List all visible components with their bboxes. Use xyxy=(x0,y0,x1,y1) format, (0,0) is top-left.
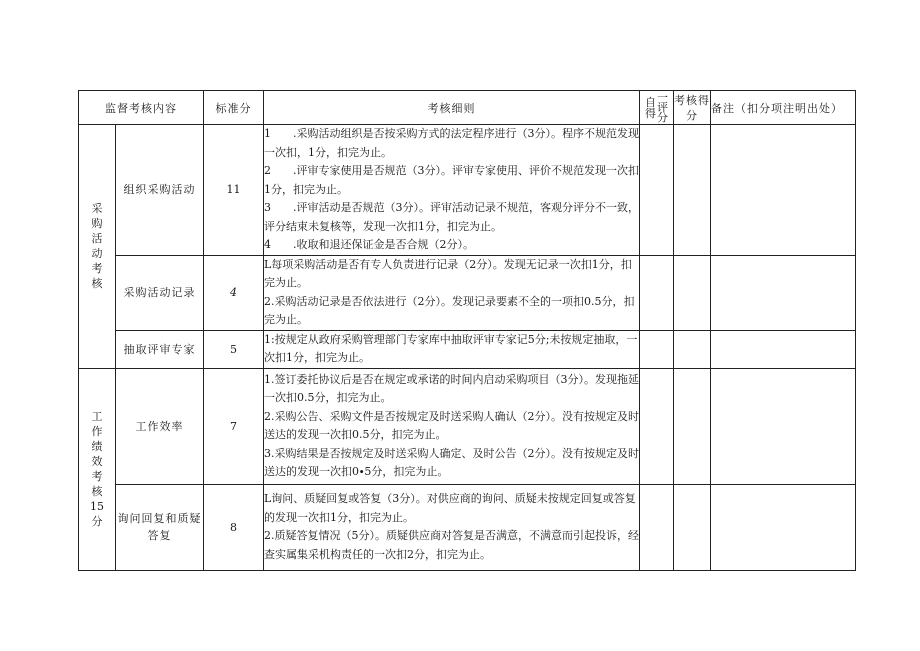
detail-line: 1 .采购活动组织是否按采购方式的法定程序进行（3分）。程序不规范发现一次扣，1分，扣完为止。 xyxy=(264,127,639,159)
self-score-cell xyxy=(640,255,674,330)
standard-score: 4 xyxy=(204,255,264,330)
category-cell xyxy=(79,125,116,369)
details-cell xyxy=(264,484,640,570)
detail-line: 3 .评审活动是否规范（3分）。评审活动记录不规范，客观分评分不一致，评分结束未复核等，发现一次扣1分，扣完为止。 xyxy=(264,201,639,233)
details-cell xyxy=(264,255,640,330)
table-row xyxy=(79,484,856,570)
details-cell xyxy=(264,368,640,484)
category-cell xyxy=(79,368,116,570)
detail-line: 1.签订委托协议后是否在规定或承诺的时间内启动采购项目（3分）。发现拖延一次扣0.5分，扣完为止。 xyxy=(264,372,639,404)
assessment-table xyxy=(78,90,856,571)
detail-line: L询问、质疑回复或答复（3分）。对供应商的询问、质疑未按规定回复或答复的发现一次扣1分，扣完为止。 xyxy=(264,492,636,524)
audit-score-cell xyxy=(674,484,711,570)
self-score-cell xyxy=(640,484,674,570)
detail-line: 3.采购结果是否按规定及时送采购人确定、及时公告（2分）。没有按规定及时送达的发现一次扣0∙5分，扣完为止。 xyxy=(264,446,639,478)
item-name: 采购活动记录 xyxy=(116,255,204,330)
header-self-score-b: 一评分 xyxy=(657,90,669,124)
detail-line: 4 .收取和退还保证金是否合规（2分）。 xyxy=(264,238,474,251)
remarks-cell xyxy=(711,368,856,484)
table-row xyxy=(79,368,856,484)
standard-score: 8 xyxy=(204,484,264,570)
standard-score: 7 xyxy=(204,368,264,484)
header-details: 考核细则 xyxy=(264,91,640,125)
details-cell xyxy=(264,330,640,368)
detail-line: 2.采购活动记录是否依法进行（2分）。发现记录要素不全的一项扣0.5分，扣完为止。 xyxy=(264,294,635,326)
table-row xyxy=(79,330,856,368)
item-name: 组织采购活动 xyxy=(116,125,204,256)
table-row xyxy=(79,255,856,330)
audit-score-cell xyxy=(674,255,711,330)
category-label: 工作绩效考核15分 xyxy=(90,410,104,528)
item-name: 抽取评审专家 xyxy=(116,330,204,368)
details-cell xyxy=(264,125,640,256)
header-row xyxy=(79,91,856,125)
self-score-cell xyxy=(640,330,674,368)
detail-line: 2.采购公告、采购文件是否按规定及时送采购人确认（2分）。没有按规定及时送达的发现一次扣0.5分，扣完为止。 xyxy=(264,409,639,441)
header-self-score xyxy=(640,91,674,125)
header-standard: 标准分 xyxy=(204,91,264,125)
audit-score-cell xyxy=(674,125,711,256)
audit-score-cell xyxy=(674,368,711,484)
detail-line: 2.质疑答复情况（5分）。质疑供应商对答复是否满意，不满意而引起投诉，经查实属集采机构责任的一次扣2分，扣完为止。 xyxy=(264,529,639,561)
self-score-cell xyxy=(640,125,674,256)
header-self-score-a: 自得 xyxy=(645,95,657,120)
header-remarks: 备注（扣分项注明出处） xyxy=(711,91,856,125)
header-content: 监督考核内容 xyxy=(79,91,204,125)
standard-score: 11 xyxy=(204,125,264,256)
detail-line: L每项采购活动是否有专人负责进行记录（2分）。发现无记录一次扣1分，扣完为止。 xyxy=(264,257,632,289)
audit-score-cell xyxy=(674,330,711,368)
self-score-cell xyxy=(640,368,674,484)
detail-line: 2 .评审专家使用是否规范（3分）。评审专家使用、评价不规范发现一次扣1分，扣完为止。 xyxy=(264,164,639,196)
remarks-cell xyxy=(711,330,856,368)
remarks-cell xyxy=(711,255,856,330)
item-name: 询问回复和质疑答复 xyxy=(116,484,204,570)
standard-score: 5 xyxy=(204,330,264,368)
detail-line: 1:按规定从政府采购管理部门专家库中抽取评审专家记5分;未按规定抽取，一次扣1分，扣完为止。 xyxy=(264,332,638,364)
remarks-cell xyxy=(711,484,856,570)
table-row xyxy=(79,125,856,256)
category-label: 采购活动考核 xyxy=(91,202,103,291)
item-name: 工作效率 xyxy=(116,368,204,484)
header-audit-score: 考核得分 xyxy=(674,91,711,125)
remarks-cell xyxy=(711,125,856,256)
